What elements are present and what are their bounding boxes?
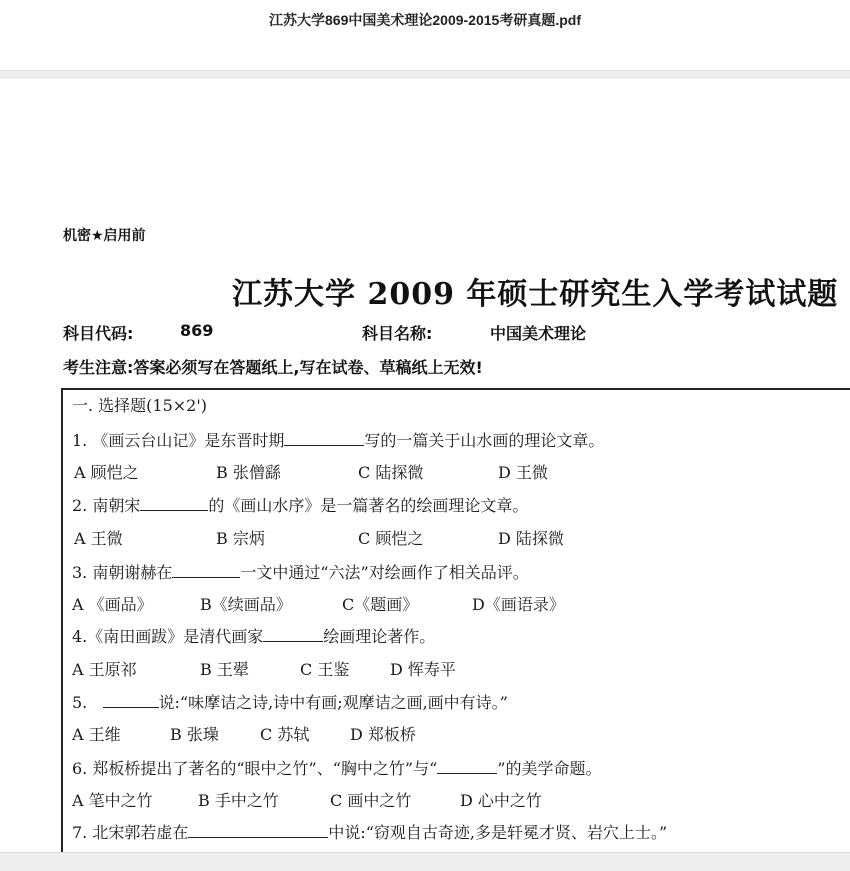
- question-3-text-b: 一文中通过“六法”对绘画作了相关品评。: [240, 563, 529, 582]
- question-1-text-a: 1. 《画云台山记》是东晋时期: [72, 431, 285, 450]
- question-4-text-a: 4.《南田画跋》是清代画家: [72, 627, 264, 646]
- question-3-option-b: B《续画品》: [200, 595, 292, 614]
- question-2: [72, 493, 528, 516]
- toolbar-divider: [0, 70, 850, 79]
- subject-code: 869: [180, 321, 214, 340]
- subject-name-label: 科目名称:: [362, 324, 433, 343]
- answer-blank: [284, 429, 364, 446]
- question-5-text-a: 5.: [72, 693, 88, 712]
- answer-blank: [172, 561, 240, 578]
- question-box: [61, 388, 850, 852]
- question-1-option-b: B 张僧繇: [216, 463, 281, 482]
- answer-blank: [437, 757, 497, 774]
- question-5: [72, 690, 508, 713]
- question-1-option-c: C 陆探微: [358, 463, 424, 482]
- question-3-option-a: A 《画品》: [72, 595, 153, 614]
- question-2-option-a: A 王微: [74, 529, 123, 548]
- subject-name: 中国美术理论: [490, 324, 587, 343]
- question-2-option-c: C 顾恺之: [358, 529, 424, 548]
- question-1-option-a: A 顾恺之: [74, 463, 139, 482]
- question-7-text-b: 中说:“窃观自古奇迹,多是轩冕才贤、岩穴上士。”: [328, 823, 668, 842]
- question-4-option-c: C 王鉴: [300, 660, 350, 679]
- question-1: [72, 428, 604, 451]
- file-title: 江苏大学869中国美术理论2009-2015考研真题.pdf: [269, 12, 581, 28]
- pdf-page[interactable]: [0, 79, 850, 852]
- question-6-option-b: B 手中之竹: [198, 791, 279, 810]
- answer-blank: [188, 821, 328, 838]
- section-heading: 一. 选择题(15×2'): [72, 396, 208, 415]
- question-4-option-b: B 王翚: [200, 660, 249, 679]
- question-6-option-d: D 心中之竹: [460, 791, 542, 810]
- question-6: [72, 756, 601, 779]
- question-2-text-b: 的《画山水序》是一篇著名的绘画理论文章。: [208, 496, 529, 515]
- question-2-option-d: D 陆探微: [498, 529, 564, 548]
- question-7: [72, 820, 667, 843]
- answer-blank: [140, 494, 208, 511]
- question-3-option-d: D《画语录》: [472, 595, 565, 614]
- question-4-text-b: 绘画理论著作。: [323, 627, 436, 646]
- question-6-option-a: A 笔中之竹: [72, 791, 153, 810]
- confidential-mark: 机密★启用前: [63, 228, 146, 244]
- question-5-option-d: D 郑板桥: [350, 725, 416, 744]
- viewer-header: [0, 0, 850, 70]
- question-3-option-c: C《题画》: [342, 595, 419, 614]
- question-2-text-a: 2. 南朝宋: [72, 496, 141, 515]
- answer-blank: [103, 691, 159, 708]
- question-6-option-c: C 画中之竹: [330, 791, 412, 810]
- question-4: [72, 624, 435, 647]
- page-bottom-divider: [0, 852, 850, 871]
- question-1-option-d: D 王微: [498, 463, 548, 482]
- question-2-option-b: B 宗炳: [216, 529, 265, 548]
- question-5-option-a: A 王维: [72, 725, 121, 744]
- question-5-option-c: C 苏轼: [260, 725, 310, 744]
- question-3: [72, 560, 529, 583]
- question-6-text-b: ”的美学命题。: [497, 759, 602, 778]
- exam-title: 江苏大学 2009 年硕士研究生入学考试试题: [232, 277, 839, 312]
- subject-code-label: 科目代码:: [63, 324, 134, 343]
- question-4-option-d: D 恽寿平: [390, 660, 456, 679]
- question-4-option-a: A 王原祁: [72, 660, 137, 679]
- question-3-text-a: 3. 南朝谢赫在: [72, 563, 173, 582]
- question-5-option-b: B 张璪: [170, 725, 219, 744]
- exam-notice: 考生注意:答案必须写在答题纸上,写在试卷、草稿纸上无效!: [63, 358, 483, 377]
- question-5-text-b: 说:“味摩诘之诗,诗中有画;观摩诘之画,画中有诗。”: [158, 693, 508, 712]
- answer-blank: [263, 625, 323, 642]
- question-7-text-a: 7. 北宋郭若虚在: [72, 823, 189, 842]
- question-1-text-b: 写的一篇关于山水画的理论文章。: [364, 431, 605, 450]
- question-6-text-a: 6. 郑板桥提出了著名的“眼中之竹”、“胸中之竹”与“: [72, 759, 438, 778]
